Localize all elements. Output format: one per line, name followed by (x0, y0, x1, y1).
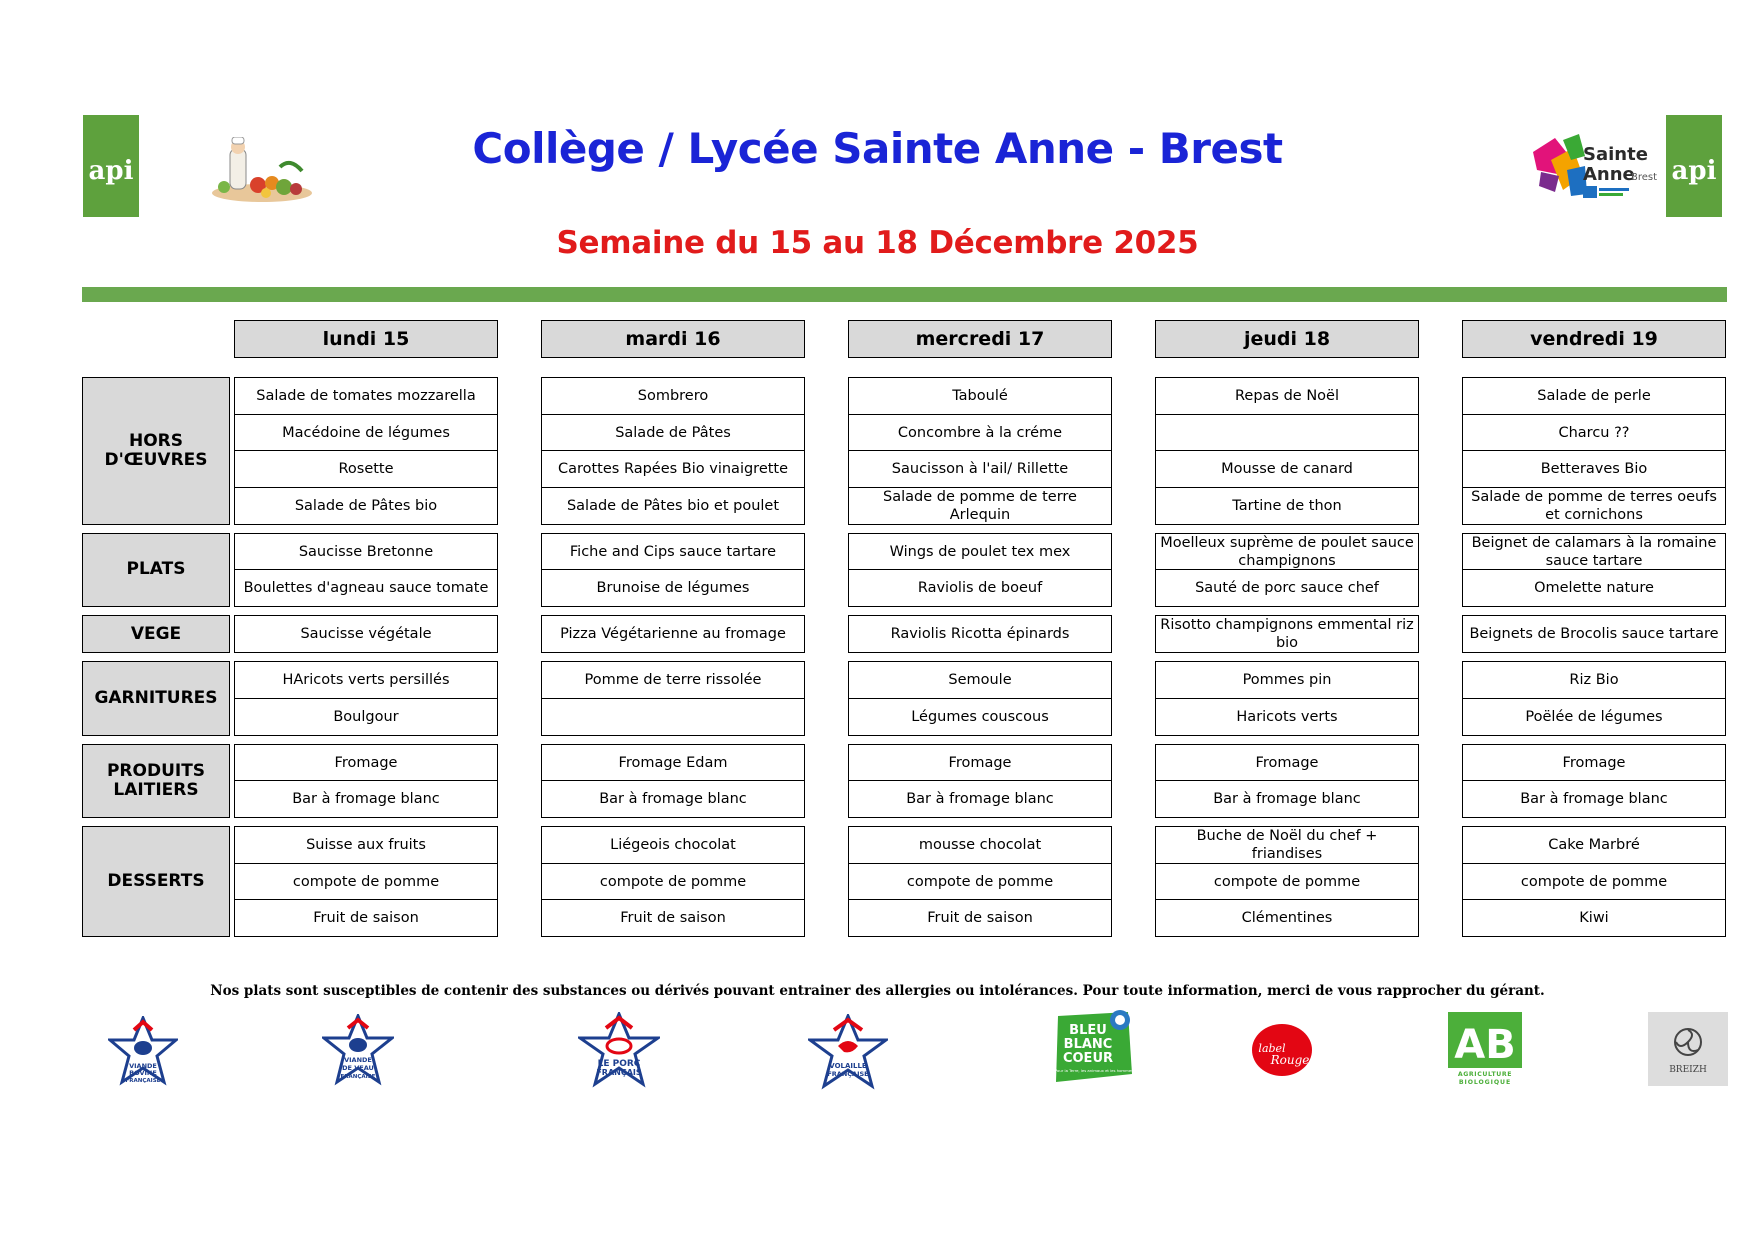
day-column-lundi (234, 615, 498, 653)
menu-cell: Salade de Pâtes bio et poulet (541, 487, 805, 525)
day-column-vendredi (1462, 533, 1726, 608)
allergy-note: Nos plats sont susceptibles de contenir des substances ou dérivés pouvant entrainer des allergies ou intolérances. Pour toute information, merci de vous rapprocher du gérant. (210, 983, 1545, 999)
day-column-mercredi (848, 533, 1112, 608)
category-label: GARNITURES (82, 661, 230, 736)
menu-cell: Saucisse Bretonne (234, 533, 498, 571)
svg-text:VIANDE: VIANDE (129, 1062, 157, 1070)
day-column-vendredi (1462, 826, 1726, 937)
svg-text:FRANÇAISE: FRANÇAISE (125, 1078, 161, 1084)
menu-cell: Beignets de Brocolis sauce tartare (1462, 615, 1726, 653)
day-column-jeudi (1155, 377, 1419, 525)
day-column-mercredi (848, 826, 1112, 937)
day-header-mercredi: mercredi 17 (848, 320, 1112, 358)
menu-cell: Rosette (234, 450, 498, 488)
menu-cell: Bar à fromage blanc (1155, 780, 1419, 818)
day-column-lundi (234, 744, 498, 819)
sa-logo-line3: Brest (1631, 172, 1658, 183)
header-divider (82, 287, 1727, 302)
menu-cell: mousse chocolat (848, 826, 1112, 864)
menu-cell (541, 698, 805, 736)
menu-cell: Raviolis de boeuf (848, 569, 1112, 607)
svg-text:FRANÇAISE: FRANÇAISE (827, 1070, 869, 1078)
menu-cell: Salade de Pâtes bio (234, 487, 498, 525)
svg-text:BOVINE: BOVINE (129, 1069, 157, 1077)
menu-cell: Fromage (848, 744, 1112, 782)
menu-cell: HAricots verts persillés (234, 661, 498, 699)
svg-text:BLANC: BLANC (1063, 1037, 1113, 1052)
menu-cell: Salade de perle (1462, 377, 1726, 415)
svg-text:LE PORC: LE PORC (597, 1059, 641, 1069)
menu-cell: Fruit de saison (541, 899, 805, 937)
volaille-francaise-icon (808, 1014, 888, 1092)
menu-cell: Fromage (234, 744, 498, 782)
menu-cell: Pommes pin (1155, 661, 1419, 699)
menu-cell: Salade de Pâtes (541, 414, 805, 452)
svg-text:COEUR: COEUR (1062, 1051, 1114, 1066)
menu-cell: Suisse aux fruits (234, 826, 498, 864)
menu-cell: Fruit de saison (848, 899, 1112, 937)
svg-text:FRANÇAIS: FRANÇAIS (596, 1068, 642, 1077)
menu-cell: compote de pomme (1462, 863, 1726, 901)
menu-cell: compote de pomme (1155, 863, 1419, 901)
day-column-jeudi (1155, 826, 1419, 937)
menu-cell: Taboulé (848, 377, 1112, 415)
sa-logo-line1: Sainte (1583, 144, 1648, 165)
category-label: HORS D'ŒUVRES (82, 377, 230, 525)
day-column-mardi (541, 826, 805, 937)
day-column-mardi (541, 377, 805, 525)
menu-cell: Mousse de canard (1155, 450, 1419, 488)
day-column-mercredi (848, 377, 1112, 525)
day-column-lundi (234, 826, 498, 937)
svg-text:DE VEAU: DE VEAU (342, 1064, 374, 1072)
svg-text:AB: AB (1454, 1022, 1516, 1068)
menu-cell (1155, 414, 1419, 452)
svg-text:FRANÇAISE: FRANÇAISE (340, 1074, 376, 1080)
sa-logo-line2: Anne (1583, 164, 1635, 185)
menu-cell: Charcu ?? (1462, 414, 1726, 452)
menu-cell: Macédoine de légumes (234, 414, 498, 452)
menu-cell: Haricots verts (1155, 698, 1419, 736)
menu-cell: Saucisson à l'ail/ Rillette (848, 450, 1112, 488)
menu-cell: Fromage (1155, 744, 1419, 782)
svg-text:AGRICULTURE: AGRICULTURE (1457, 1071, 1513, 1078)
page-title: Collège / Lycée Sainte Anne - Brest (472, 124, 1283, 173)
svg-text:VOLAILLE: VOLAILLE (829, 1062, 867, 1070)
day-column-vendredi (1462, 615, 1726, 653)
menu-cell: compote de pomme (541, 863, 805, 901)
day-header-mardi: mardi 16 (541, 320, 805, 358)
menu-cell: Saucisse végétale (234, 615, 498, 653)
day-column-jeudi (1155, 661, 1419, 736)
day-column-jeudi (1155, 744, 1419, 819)
day-column-mardi (541, 615, 805, 653)
menu-cell: Raviolis Ricotta épinards (848, 615, 1112, 653)
menu-cell: Tartine de thon (1155, 487, 1419, 525)
menu-cell: compote de pomme (234, 863, 498, 901)
viande-de-veau-francaise-icon (322, 1014, 394, 1090)
day-column-jeudi (1155, 615, 1419, 653)
menu-cell: Salade de tomates mozzarella (234, 377, 498, 415)
menu-cell: Boulettes d'agneau sauce tomate (234, 569, 498, 607)
menu-cell: Bar à fromage blanc (541, 780, 805, 818)
day-column-mardi (541, 533, 805, 608)
menu-cell: Fruit de saison (234, 899, 498, 937)
day-column-mercredi (848, 744, 1112, 819)
menu-cell: Pizza Végétarienne au fromage (541, 615, 805, 653)
menu-cell: Moelleux suprème de poulet sauce champignons (1155, 533, 1419, 571)
menu-cell: Fromage (1462, 744, 1726, 782)
svg-text:label: label (1258, 1042, 1286, 1055)
menu-cell: Bar à fromage blanc (848, 780, 1112, 818)
svg-text:Rouge: Rouge (1270, 1053, 1310, 1067)
le-porc-francais-icon (578, 1012, 660, 1090)
menu-cell: Cake Marbré (1462, 826, 1726, 864)
svg-text:VIANDE: VIANDE (344, 1056, 372, 1064)
menu-cell: Buche de Noël du chef + friandises (1155, 826, 1419, 864)
menu-cell: Bar à fromage blanc (234, 780, 498, 818)
api-logo-right: api (1666, 115, 1722, 217)
day-column-mardi (541, 744, 805, 819)
category-label: DESSERTS (82, 826, 230, 937)
category-label: PRODUITS LAITIERS (82, 744, 230, 819)
menu-cell: Légumes couscous (848, 698, 1112, 736)
menu-cell: Carottes Rapées Bio vinaigrette (541, 450, 805, 488)
menu-cell: Poëlée de légumes (1462, 698, 1726, 736)
svg-text:Pour la Terre, les animaux et: Pour la Terre, les animaux et les hommes (1054, 1068, 1134, 1073)
category-label: VEGE (82, 615, 230, 653)
breizh-icon (1648, 1012, 1728, 1086)
menu-cell: Salade de pomme de terre Arlequin (848, 487, 1112, 525)
day-header-vendredi: vendredi 19 (1462, 320, 1726, 358)
api-logo-text: api (88, 156, 134, 186)
menu-cell: Repas de Noël (1155, 377, 1419, 415)
menu-cell: compote de pomme (848, 863, 1112, 901)
menu-cell: Wings de poulet tex mex (848, 533, 1112, 571)
day-header-lundi: lundi 15 (234, 320, 498, 358)
menu-cell: Betteraves Bio (1462, 450, 1726, 488)
day-column-mercredi (848, 661, 1112, 736)
agriculture-biologique-icon (1448, 1012, 1522, 1086)
viande-bovine-francaise-icon (108, 1016, 178, 1092)
menu-cell: Concombre à la créme (848, 414, 1112, 452)
week-subtitle: Semaine du 15 au 18 Décembre 2025 (556, 225, 1199, 261)
day-column-mercredi (848, 615, 1112, 653)
menu-cell: Beignet de calamars à la romaine sauce tartare (1462, 533, 1726, 571)
menu-cell: Riz Bio (1462, 661, 1726, 699)
svg-text:BREIZH: BREIZH (1669, 1065, 1707, 1075)
menu-cell: Semoule (848, 661, 1112, 699)
day-column-mardi (541, 661, 805, 736)
day-column-vendredi (1462, 377, 1726, 525)
svg-text:BLEU: BLEU (1069, 1023, 1107, 1038)
menu-cell: Kiwi (1462, 899, 1726, 937)
day-column-jeudi (1155, 533, 1419, 608)
menu-cell: Salade de pomme de terres oeufs et cornichons (1462, 487, 1726, 525)
menu-cell: Clémentines (1155, 899, 1419, 937)
svg-text:BIOLOGIQUE: BIOLOGIQUE (1458, 1079, 1512, 1086)
menu-cell: Liégeois chocolat (541, 826, 805, 864)
day-column-lundi (234, 377, 498, 525)
menu-cell: Sauté de porc sauce chef (1155, 569, 1419, 607)
day-column-vendredi (1462, 744, 1726, 819)
day-column-lundi (234, 533, 498, 608)
category-label: PLATS (82, 533, 230, 608)
menu-cell: Bar à fromage blanc (1462, 780, 1726, 818)
menu-cell: Fiche and Cips sauce tartare (541, 533, 805, 571)
menu-cell: Fromage Edam (541, 744, 805, 782)
menu-cell: Boulgour (234, 698, 498, 736)
label-rouge-icon (1250, 1022, 1314, 1078)
day-column-vendredi (1462, 661, 1726, 736)
menu-cell: Brunoise de légumes (541, 569, 805, 607)
menu-cell: Omelette nature (1462, 569, 1726, 607)
menu-cell: Sombrero (541, 377, 805, 415)
day-column-lundi (234, 661, 498, 736)
menu-cell: Risotto champignons emmental riz bio (1155, 615, 1419, 653)
menu-cell: Pomme de terre rissolée (541, 661, 805, 699)
day-header-jeudi: jeudi 18 (1155, 320, 1419, 358)
bleu-blanc-coeur-icon (1050, 1010, 1136, 1086)
